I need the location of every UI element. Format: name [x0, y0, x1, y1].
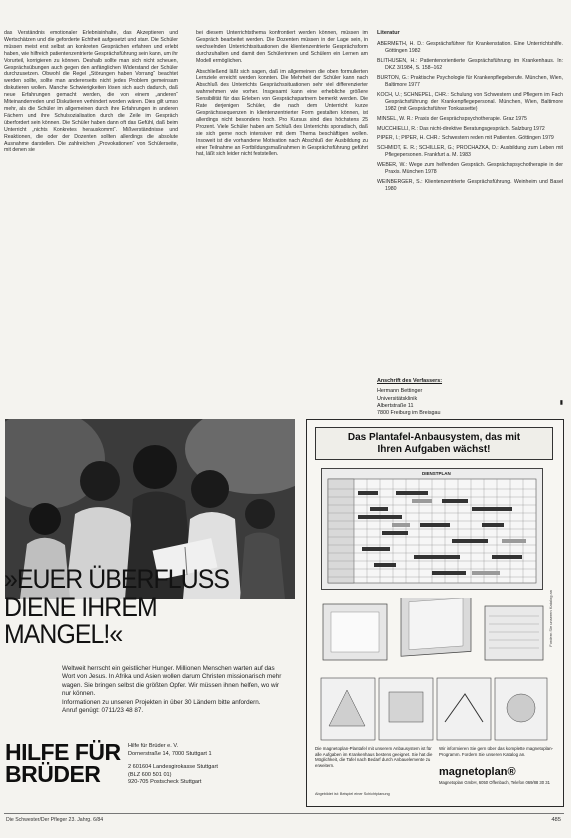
charity-body — [62, 665, 284, 716]
author-city: 7800 Freiburg im Breisgau — [377, 410, 441, 417]
end-mark: ▮ — [559, 400, 563, 406]
headline-line-2: DIENE IHREM MANGEL!« — [4, 591, 157, 650]
literature-item: BLITHUSEN, H.: Patientenorientierte Gesprächsführung im Krankenhaus. In: DKZ 3/1984, S. 158–162 — [377, 58, 563, 72]
literature-item: WEBER, W.: Wege zum helfenden Gespräch. Gesprächspsychotherapie in der Praxis. München 1978 — [377, 162, 563, 176]
bank-account: 2 601604 Landesgirokasse Stuttgart — [128, 764, 218, 771]
planning-grid — [322, 469, 542, 589]
footer-rule — [4, 813, 564, 814]
ad-caption-left: Die magnetoplan-Plantafel mit unserem Anbausystem ist für alle Aufgaben im Krankenhaus bestens geeignet. Sie hat die Möglichkeit, die Tafel nach Bedarf durch Anbauelemente zu erweitern. — [315, 746, 433, 769]
page-number: 485 — [551, 817, 561, 823]
literature-item: MUCCHIELLI, R.: Das nicht-direktive Beratungsgespräch. Salzburg 1972 — [377, 125, 545, 132]
author-org: Universitätsklinik — [377, 395, 418, 402]
ad-title-line-2: Ihren Aufgaben wächst! — [377, 443, 491, 455]
article-paragraph: das Verständnis emotionaler Erlebnisinhalte, das Akzeptieren und Wertschätzen und die geforderte Echtheit aufgesetzt und starr. Die Schüler müssen meist erst selbst an konkreten Gesprächen erfahren und erlebt haben, wie hilfreich patientenzentrierte Gesprächsführung sein kann, um ihr Vorurteil, korrigieren zu können. Deshalb sollte man sich nicht scheuen, Gesprächsübungen auch gegen den anfänglichen Widerstand der Schüler durchzusetzen. Obwohl die Regel „Störungen haben Vorrang“ beachtet werden sollte, sollte man andererseits nicht jedes Problem gemeinsam diskutieren wollen. Manche Schwierigkeiten lösen sich auch dadurch, daß neue Erfahrungen gemacht werden, die von einem „anderen“ Miteinanderreden und Diskutieren verhindert worden wären. Dies gilt umso mehr, als die Schüler im allgemeinen durch ihre Erfahrungen in anderen Fächern und ihre Schulsozialisation durch die Zeile im Gespräch überfordert sein können. Die Schüler haben dann oft das Gefühl, daß beim Unterricht „nichts Konkretes herauskommt“. Mißverständnisse und Reaktionen, die oder der Dozenten sollten allerdings die absolute Ausnahme darstellen. Die zahlreichen „Provokationen“ von Schülerseite, mit denen sie — [4, 30, 178, 154]
charity-body-paragraph: Informationen zu unseren Projekten in über 30 Ländern bitte anfordern. — [62, 698, 261, 706]
ad-title-line-1: Das Plantafel-Anbausystem, das mit — [347, 432, 521, 443]
author-street: Albertstraße 11 — [377, 402, 414, 409]
literature-item: KOCH, U.; SCHNEPEL, CHR.: Schulung von Schwestern und Pflegern im Fach Gesprächsführung der Krankenpflegepersonal. München, Wien, Baltimore 1982 (mit Gesprächsführer Tonkassette) — [377, 91, 563, 112]
logo-line-2: BRÜDER — [5, 760, 101, 787]
article-paragraph: bei diesem Unterrichtsthema konfrontiert werden können, müssen im Gespräch bearbeitet werden. Die Dozenten müssen in der Lage sein, in wechselnden Unterrichtssituationen die klientenzentrierte Gesprächsform durchzuhalten und damit den Schülerinnen und Schülern ein Lernen am Modell ermöglichen. — [196, 30, 368, 64]
plantafel-ad-title — [315, 427, 553, 460]
literature-item: ABERMETH, H. D.: Gesprächsführer für Krankenstation. Eine Unterrichtshilfe. Göttingen 1982 — [377, 41, 563, 55]
charity-phone: Anruf genügt: 0711/23 48 87. — [62, 707, 144, 715]
hilfe-fuer-brueder-logo — [5, 739, 123, 787]
logo-line-1: HILFE FÜR — [5, 739, 121, 765]
planning-board-illustration — [321, 468, 543, 590]
article-column-1 — [4, 30, 178, 370]
article-column-2 — [196, 30, 368, 370]
ad-side-text: Fordern Sie unseren Katalog an — [548, 590, 553, 647]
postal-account: 920-705 Postscheck Stuttgart — [128, 779, 202, 786]
magnetoplan-logo: magnetoplan® — [439, 766, 516, 778]
org-name: Hilfe für Brüder e. V. — [128, 743, 179, 749]
literature-item: BURTON, G.: Praktische Psychologie für Krankenpflegeberufe. München, Wien, Baltimore 1977 — [377, 75, 563, 88]
author-address-heading: Anschrift des Verfassers: — [377, 378, 443, 384]
literature-item: MINSEL, W. R.: Praxis der Gesprächspsychotherapie. Graz 1975 — [377, 115, 527, 122]
board-label: DIENSTPLAN — [422, 471, 451, 476]
plantafel-ad — [306, 419, 564, 807]
assembly-steps-illustration — [319, 676, 549, 742]
charity-org-details — [128, 743, 298, 787]
ad-caption-right: Wir informieren Sie gern über das komplette magnetoplan-Programm. Fordern Sie unseren Katalog an. — [439, 746, 553, 757]
article-paragraph: Abschließend läßt sich sagen, daß im allgemeinen die oben formulierten Lernziele erreicht werden konnten. Die Mehrheit der Schüler kann nach Abschluß des Unterrichts Gesprächssituationen sehr viel differenzierter wahrnehmen wie vorher. Insgesamt kann eine erhebliche größere Sensibilität für das Erleben von Gesprächspartnern bemerkt werden. Die Rate derjenigen Schüler, die nach dem Unterricht kurze Gesprächssequenzen in klientenzentrierter Form gestalten können, ist allerdings nicht besonders hoch. Pro Kursus sind dies höchstens 25 Prozent. Viele Schüler haben am Schluß des Unterrichts sporadisch, daß sie sich gerne noch intensiver mit dem Thema beschäftigen wollen. Insoweit ist die vorhandene Motivation nach Abschluß der Ausbildung zu einer Teilnahme an Fortbildungsmaßnahmen in Gesprächsführung geführt hat, läßt sich leider nicht feststellen. — [196, 68, 368, 158]
literature-item: PIPER, I.; PIPER, H. CHR.: Schwestern reden mit Patienten. Göttingen 1979 — [377, 135, 554, 142]
charity-headline — [4, 566, 280, 649]
org-address: Dornerstraße 14, 7000 Stuttgart 1 — [128, 750, 212, 757]
headline-line-1: »EUER ÜBERFLUSS — [4, 564, 230, 594]
author-address — [377, 378, 563, 417]
literature-item: WEINBERGER, S.: Klientenzentrierte Gesprächsführung. Weinheim und Basel 1980 — [377, 178, 563, 192]
ad-small-print: Abgebildet ist: Beispiel einer Schichtplanung — [315, 792, 390, 796]
magnetoplan-address: Magnetoplan GmbH, 6050 Offenbach, Telefon 069/88 30 31 — [439, 780, 550, 785]
literature-item: SCHMIDT, E. R.; SCHILLER, G.; PROCHAZKA, D.: Ausbildung zum Leben mit Pflegepersonen. Frankfurt a. M. 1983 — [377, 145, 563, 159]
author-name: Hermann Bettinger — [377, 388, 423, 395]
board-modules-illustration — [319, 598, 549, 668]
journal-footer: Die Schwester/Der Pfleger 23. Jahrg. 6/84 — [6, 817, 104, 823]
literature-column — [377, 30, 563, 370]
charity-body-paragraph: Weltweit herrscht ein geistlicher Hunger. Millionen Menschen warten auf das Wort von Jesus. In Afrika und Asien wollen darum Christen missionarisch mehr wagen. Sie bringen selbst die größten Opfer. Wir müssen ihnen helfen, wo wir nur können. — [62, 665, 282, 698]
bank-code: (BLZ 600 501 01) — [128, 771, 172, 778]
literature-heading: Literatur — [377, 30, 400, 36]
